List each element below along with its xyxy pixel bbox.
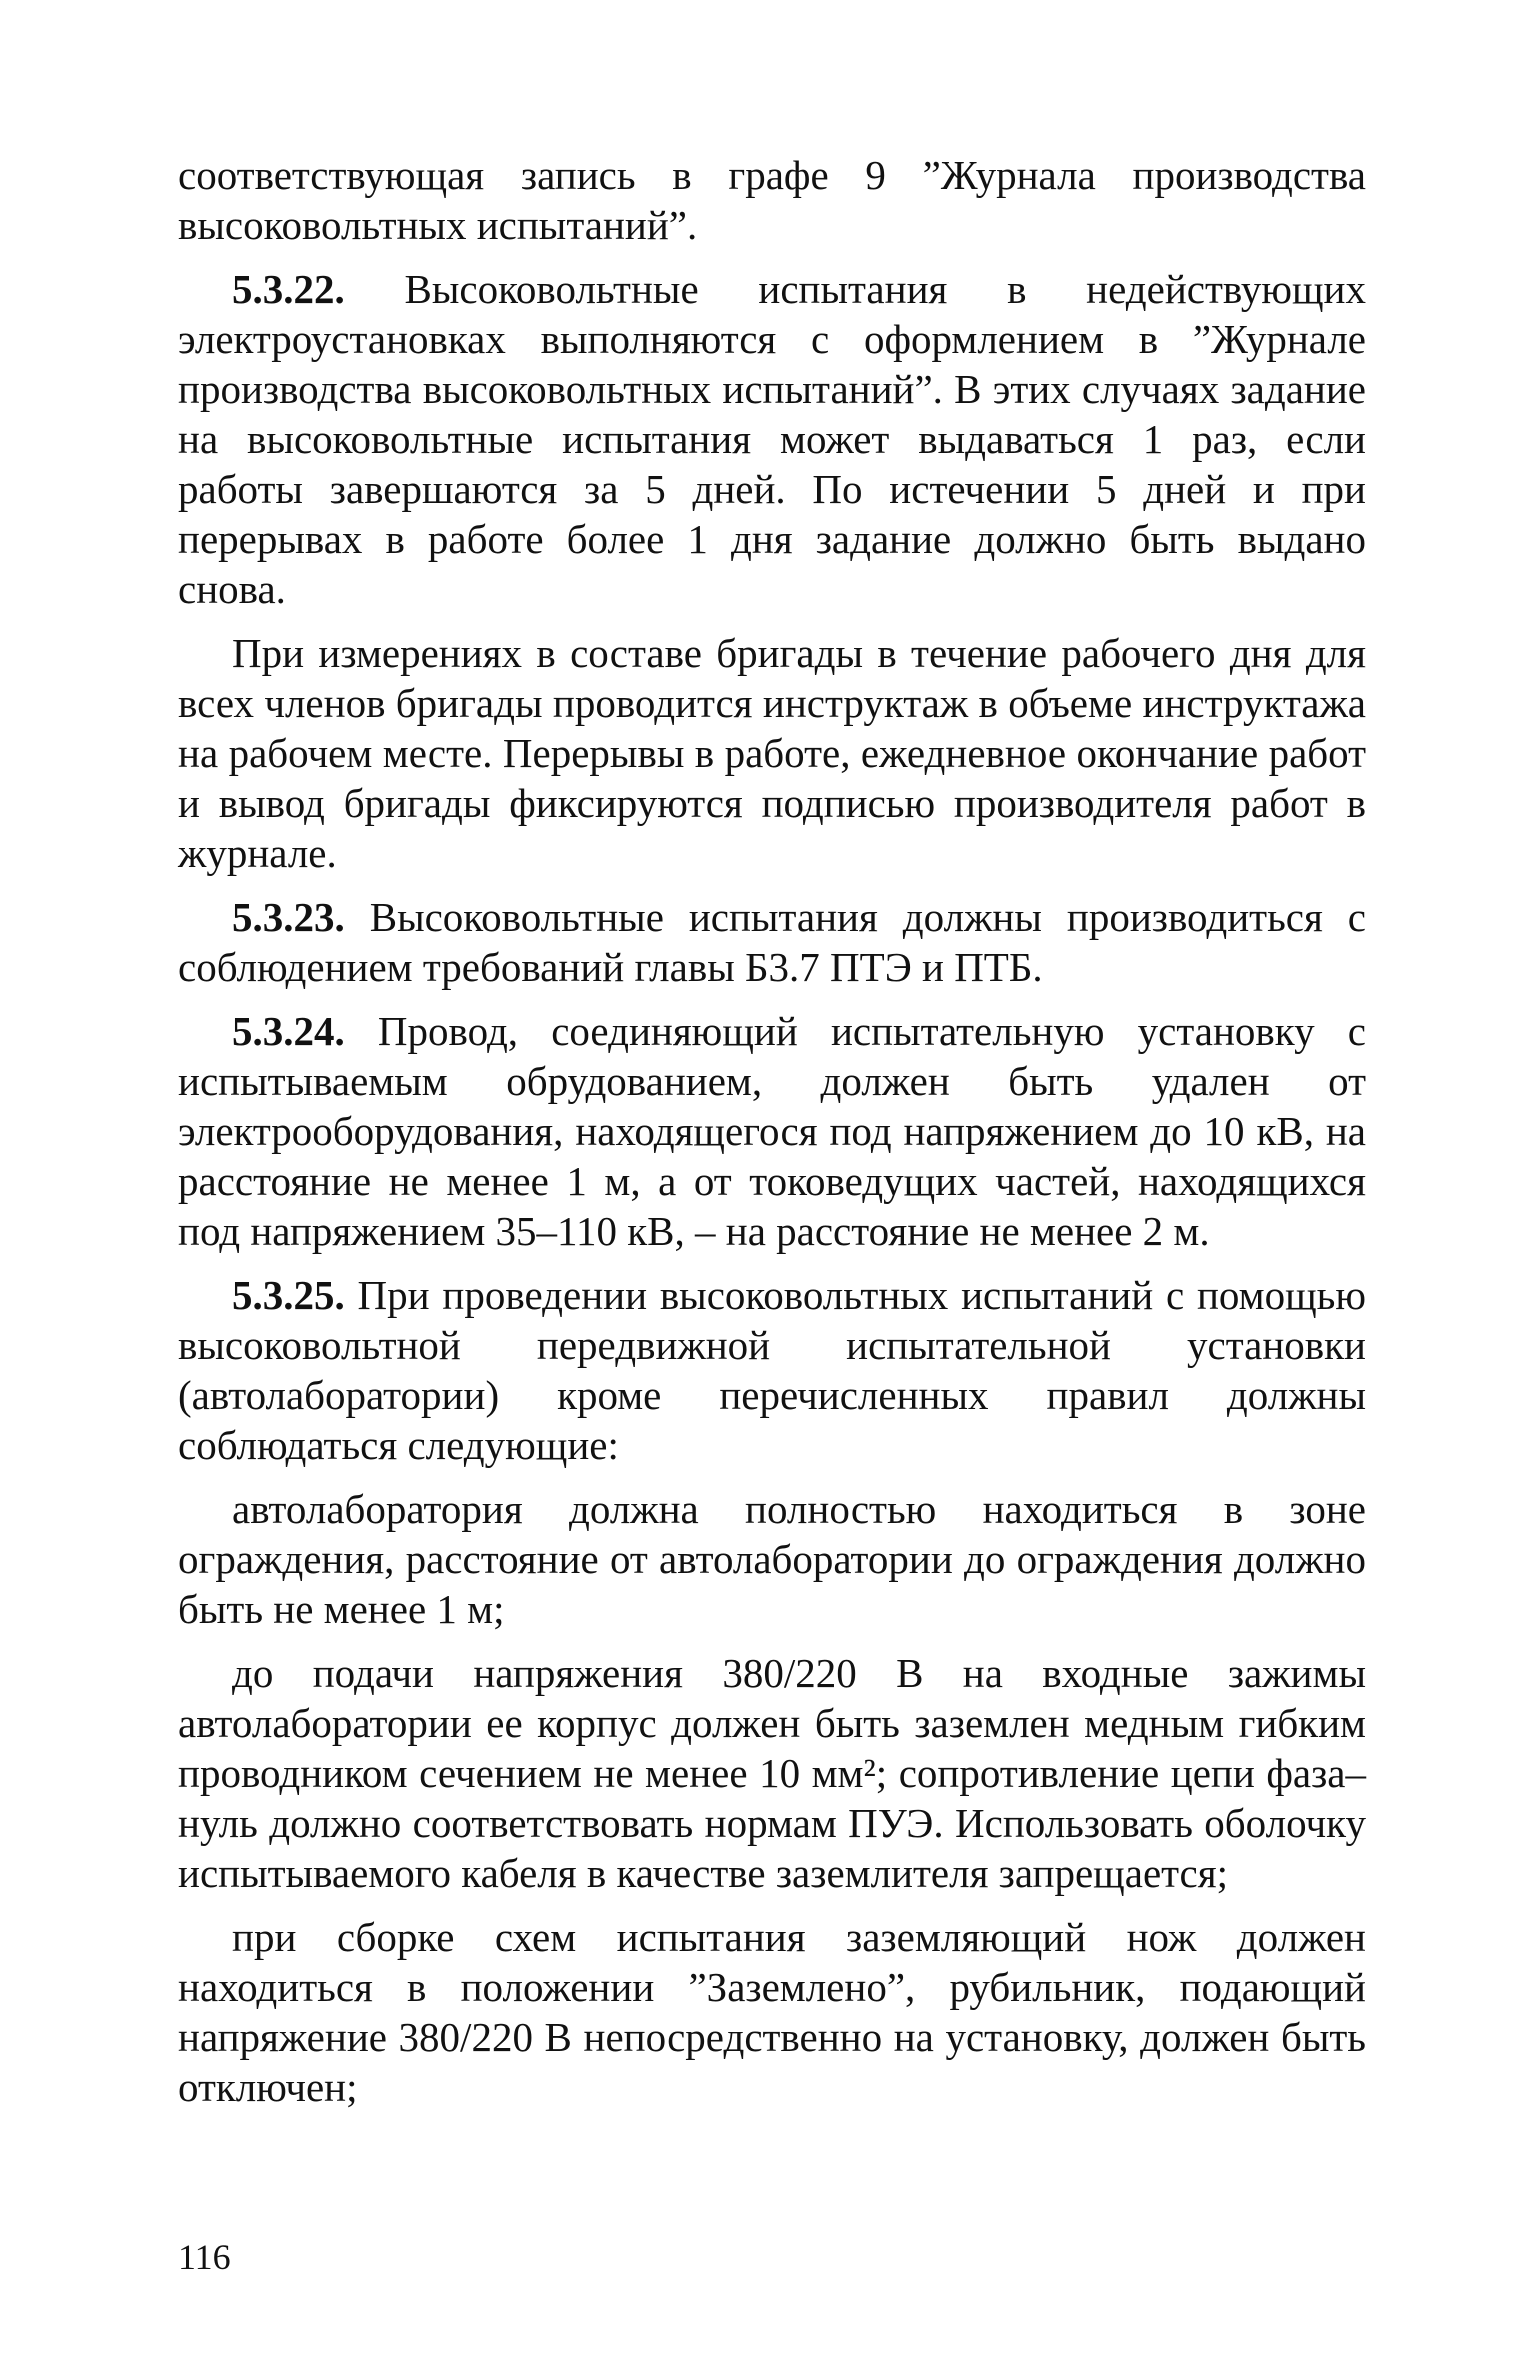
section-number: 5.3.22. bbox=[232, 266, 345, 312]
section-number: 5.3.25. bbox=[232, 1272, 345, 1318]
paragraph-text: до подачи напряжения 380/220 В на входные зажимы автолаборатории ее корпус должен быть заземлен медным гибким проводником сечением не менее 10 мм²; сопротивление цепи фаза–нуль должно соответствовать нормам ПУЭ. Использовать оболочку испытываемого кабеля в качестве заземлителя запрещается; bbox=[178, 1650, 1366, 1896]
paragraph-measurements bbox=[178, 628, 1366, 878]
paragraph-text: При проведении высоковольтных испытаний с помощью высоковольтной передвижной испытательной установки (автолаборатории) кроме перечисленных правил должны соблюдаться следующие: bbox=[178, 1272, 1366, 1468]
paragraph-text: при сборке схем испытания заземляющий нож должен находиться в положении ”Заземлено”, рубильник, подающий напряжение 380/220 В непосредственно на установку, должен быть отключен; bbox=[178, 1914, 1366, 2110]
paragraph-text: автолаборатория должна полностью находиться в зоне ограждения, расстояние от автолаборатории до ограждения должно быть не менее 1 м; bbox=[178, 1486, 1366, 1632]
list-item-scheme-assembly bbox=[178, 1912, 1366, 2112]
paragraph-text: Высоковольтные испытания в недействующих электроустановках выполняются с оформлением в ”Журнале производства высоковольтных испытаний”. В этих случаях задание на высоковольтные испытания может выдаваться 1 раз, если работы завершаются за 5 дней. По истечении 5 дней и при перерывах в работе более 1 дня задание должно быть выдано снова. bbox=[178, 266, 1366, 612]
paragraph-5-3-23 bbox=[178, 892, 1366, 992]
paragraph-5-3-22 bbox=[178, 264, 1366, 614]
paragraph-text: соответствующая запись в графе 9 ”Журнала производства высоковольтных испытаний”. bbox=[178, 152, 1366, 248]
section-number: 5.3.24. bbox=[232, 1008, 345, 1054]
paragraph-text: При измерениях в составе бригады в течение рабочего дня для всех членов бригады проводится инструктаж в объеме инструктажа на рабочем месте. Перерывы в работе, ежедневное окончание работ и вывод бригады фиксируются подписью производителя работ в журнале. bbox=[178, 630, 1366, 876]
list-item-grounding bbox=[178, 1648, 1366, 1898]
page-body bbox=[178, 150, 1366, 2112]
paragraph-5-3-24 bbox=[178, 1006, 1366, 1256]
paragraph-text: Провод, соединяющий испытательную установку с испытываемым обрудованием, должен быть удален от электрооборудования, находящегося под напряжением до 10 кВ, на расстояние не менее 1 м, а от токоведущих частей, находящихся под напряжением 35–110 кВ, – на расстояние не менее 2 м. bbox=[178, 1008, 1366, 1254]
list-item-autolab-zone bbox=[178, 1484, 1366, 1634]
page-number: 116 bbox=[178, 2237, 231, 2277]
paragraph-text: Высоковольтные испытания должны производиться с соблюдением требований главы Б3.7 ПТЭ и ПТБ. bbox=[178, 894, 1366, 990]
section-number: 5.3.23. bbox=[232, 894, 345, 940]
paragraph-continuation bbox=[178, 150, 1366, 250]
paragraph-5-3-25 bbox=[178, 1270, 1366, 1470]
